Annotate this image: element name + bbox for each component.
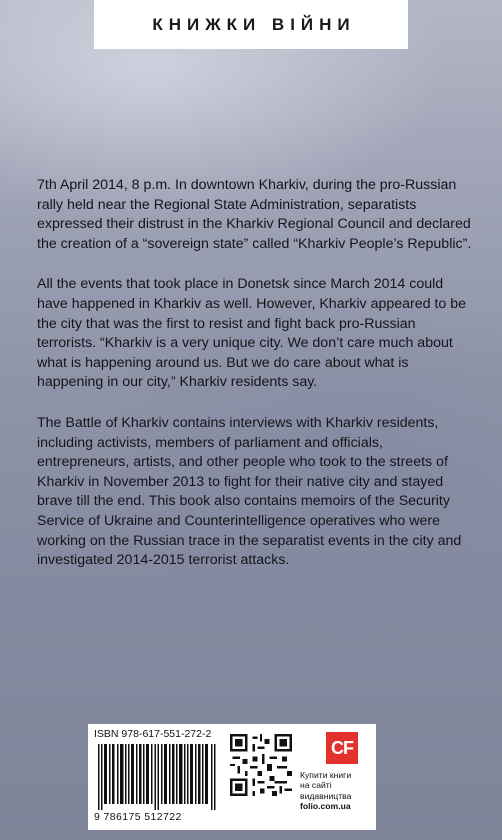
publisher-info-box bbox=[88, 724, 376, 830]
buy-text-line: на сайті bbox=[300, 780, 332, 791]
barcode-digits: 9 786175 512722 bbox=[94, 811, 182, 823]
isbn-label: ISBN 978-617-551-272-2 bbox=[94, 728, 212, 740]
blurb-paragraph: The Battle of Kharkiv contains interviews with Kharkiv residents, including activists, members of parliament and officials, entrepreneurs, artists, and other people who took to the streets of Kharkiv in November 2013 to fight for their native city and stayed brave till the end. This book also contains memoirs of the Security Service of Ukraine and Counterintelligence operatives who were working on the Russian trace in the separatist events in the city and investigated 2014-2015 terrorist attacks. bbox=[37, 414, 462, 569]
blurb-paragraph: 7th April 2014, 8 p.m. In downtown Kharkiv, during the pro-Russian rally held near the Regional State Administration, separatists expressed their distrust in the Kharkiv Regional Council and declared the creation of a “sovereign state” called “Kharkiv People’s Republic”. bbox=[37, 177, 472, 252]
series-title: КНИЖКИ ВІЙНИ bbox=[152, 14, 356, 34]
publisher-url: folio.com.ua bbox=[300, 801, 351, 812]
barcode-image bbox=[98, 744, 216, 810]
blurb-text bbox=[37, 176, 477, 592]
buy-text-line: Купити книги bbox=[300, 770, 352, 780]
series-banner bbox=[94, 0, 408, 49]
buy-text-line: видавництва bbox=[300, 790, 352, 801]
publisher-buy-text bbox=[300, 770, 376, 812]
qr-code-image bbox=[230, 734, 292, 796]
blurb-paragraph: All the events that took place in Donetsk since March 2014 could have happened in Kharkiv as well. However, Kharkiv appeared to be the city that was the first to resist and fight back pro-Russian terrorists. “Kharkiv is a very unique city. We don’t care much about what is happening around us. But we do care about what is happening in our city,” Kharkiv residents say. bbox=[37, 276, 467, 391]
publisher-logo: CF bbox=[326, 732, 358, 764]
barcode-block bbox=[94, 728, 220, 828]
